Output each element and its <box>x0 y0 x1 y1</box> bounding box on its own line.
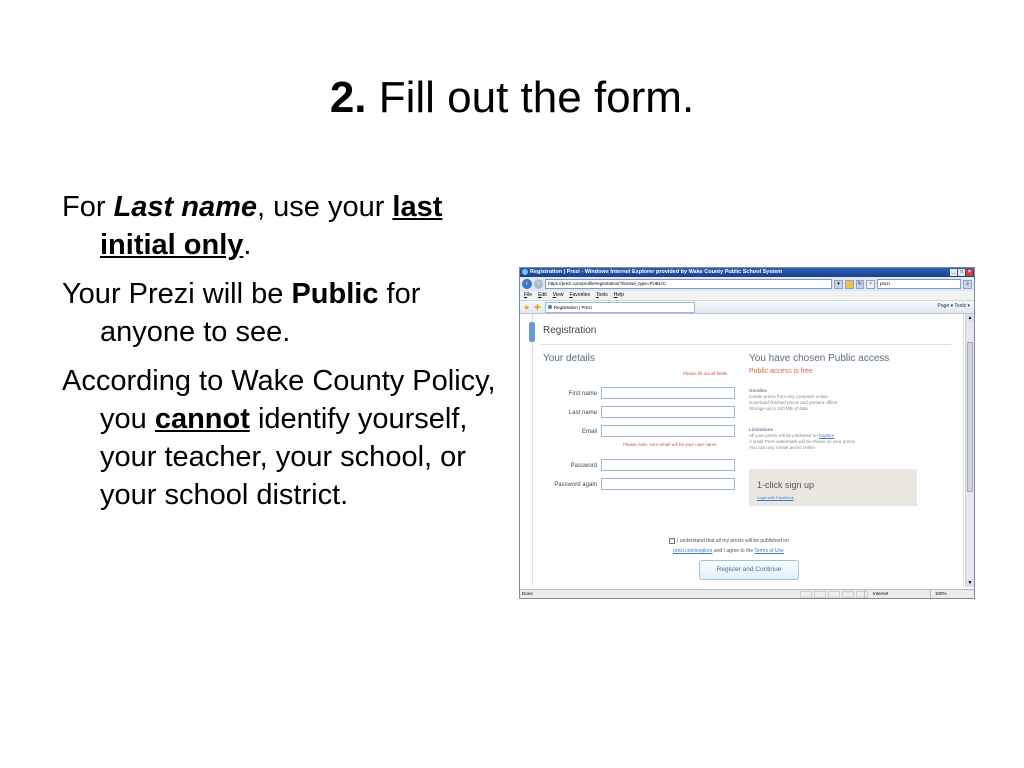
list-item: Storage up to 100 MB of data <box>749 406 808 411</box>
facebook-login-link[interactable]: Login with Facebook <box>757 495 794 500</box>
menu-bar <box>520 291 974 301</box>
instruction-item <box>62 362 502 514</box>
emphasis-last-name: Last name <box>113 191 258 223</box>
access-subtitle: Public access is free <box>749 368 813 375</box>
maximize-icon[interactable]: □ <box>959 269 964 275</box>
explore-link[interactable]: Explore <box>819 433 835 438</box>
close-icon[interactable]: × <box>966 269 973 276</box>
emphasis-last-initial: last initial only <box>100 191 443 261</box>
email-note: Please note: Your email will be your user name <box>623 442 717 447</box>
security-zone: Internet <box>864 590 926 598</box>
address-input[interactable]: https://prezi.com/profile/registration/?license_type=PUBLIC <box>545 279 832 289</box>
limitations-heading: Limitations <box>749 427 774 432</box>
scroll-down-icon[interactable]: ▼ <box>967 580 973 586</box>
status-bar <box>520 589 974 598</box>
command-bar[interactable]: Page ▾ Tools ▾ <box>937 303 970 309</box>
terms-agreement <box>669 536 789 556</box>
fill-all-note: Please fill out all fields <box>683 371 728 376</box>
emphasis-public: Public <box>291 278 379 310</box>
emphasis-cannot: cannot <box>154 403 250 435</box>
forward-arrow-icon[interactable]: › <box>534 279 544 289</box>
details-heading: Your details <box>543 353 595 364</box>
password-label: Password <box>570 463 597 469</box>
window-titlebar <box>520 268 974 277</box>
first-name-input[interactable] <box>601 387 735 399</box>
page-viewport <box>520 314 974 587</box>
favorites-star-icon[interactable]: ★ <box>523 302 531 312</box>
one-click-signup-box[interactable] <box>749 469 917 506</box>
search-icon[interactable]: ⌕ <box>963 280 972 289</box>
password-again-label: Password again <box>554 482 597 488</box>
list-item: You can only create prezis online <box>749 445 815 450</box>
menu-view[interactable]: View <box>552 292 564 298</box>
goodies-heading: Goodies <box>749 388 768 393</box>
password-again-input[interactable] <box>601 478 735 490</box>
signup-title: 1-click sign up <box>757 480 815 490</box>
scroll-up-icon[interactable]: ▲ <box>967 315 973 321</box>
tab-bar <box>520 301 974 314</box>
instruction-item <box>62 275 502 351</box>
slide-title-number: 2. <box>329 73 367 122</box>
email-input[interactable] <box>601 425 735 437</box>
text: , use your <box>257 191 393 223</box>
search-input[interactable]: prezi <box>877 279 961 289</box>
terms-of-use-link[interactable]: Terms of Use <box>754 548 784 554</box>
text: Your Prezi will be <box>62 278 292 310</box>
zoom-level[interactable]: 100% <box>930 590 947 598</box>
register-button[interactable]: Register and Continue <box>699 560 799 580</box>
first-name-label: First name <box>568 391 597 397</box>
title-accent <box>529 322 535 342</box>
vertical-scrollbar[interactable] <box>965 314 974 587</box>
list-item: A small Prezi watermark will be shown on your prezis <box>749 439 855 444</box>
agree-text: I understand that all my prezis will be published on <box>677 538 789 544</box>
slide-title <box>0 70 1024 126</box>
list-item: Create prezis from any computer online <box>749 394 828 399</box>
agree-mid-text: and I agree to the <box>712 548 755 554</box>
list-item: All your prezis will be published on <box>749 433 818 438</box>
divider <box>541 344 951 345</box>
status-cells <box>800 591 868 598</box>
last-name-label: Last name <box>568 410 597 416</box>
browser-window <box>519 267 975 599</box>
back-arrow-icon[interactable]: ‹ <box>522 279 532 289</box>
explore-url-link[interactable]: prezi.com/explore <box>673 548 713 554</box>
window-title: Registration | Prezi - Windows Internet Explorer provided by Wake County Public School System <box>530 269 783 275</box>
dropdown-icon[interactable]: ▾ <box>834 280 843 289</box>
goodies-list <box>749 388 837 412</box>
instruction-list <box>62 188 502 525</box>
text: for anyone to see. <box>100 278 421 348</box>
add-favorite-icon[interactable]: ✚ <box>534 302 541 312</box>
ie-logo-icon <box>522 269 528 275</box>
address-toolbar <box>520 277 974 291</box>
instruction-item <box>62 188 502 264</box>
page-title: Registration <box>543 325 597 336</box>
lock-icon[interactable] <box>845 280 854 289</box>
stop-icon[interactable]: × <box>866 280 875 289</box>
last-name-input[interactable] <box>601 406 735 418</box>
tab-registration[interactable]: Registration | Prezi <box>545 302 695 313</box>
access-heading: You have chosen Public access <box>749 353 890 364</box>
agree-checkbox[interactable] <box>669 538 675 544</box>
minimize-icon[interactable]: _ <box>950 269 957 276</box>
menu-favorites[interactable]: Favorites <box>569 292 591 298</box>
refresh-icon[interactable]: ↻ <box>856 280 865 289</box>
menu-edit[interactable]: Edit <box>538 292 547 298</box>
status-text: Done <box>522 591 533 596</box>
text: For <box>62 191 114 223</box>
menu-help[interactable]: Help <box>613 292 625 298</box>
password-input[interactable] <box>601 459 735 471</box>
window-controls <box>950 269 973 276</box>
text: According to Wake County Policy, you <box>62 365 496 435</box>
text: identify yourself, your teacher, your school, or your school district. <box>100 403 468 511</box>
registration-page <box>532 314 964 587</box>
limitations-list <box>749 427 855 451</box>
menu-file[interactable]: File <box>524 292 533 298</box>
menu-tools[interactable]: Tools <box>596 292 608 298</box>
list-item: Download finished prezis and present offline <box>749 400 838 405</box>
scroll-thumb[interactable] <box>967 342 973 492</box>
slide-title-text: Fill out the form. <box>366 73 695 122</box>
text: . <box>243 229 252 261</box>
email-label: Email <box>581 429 597 435</box>
